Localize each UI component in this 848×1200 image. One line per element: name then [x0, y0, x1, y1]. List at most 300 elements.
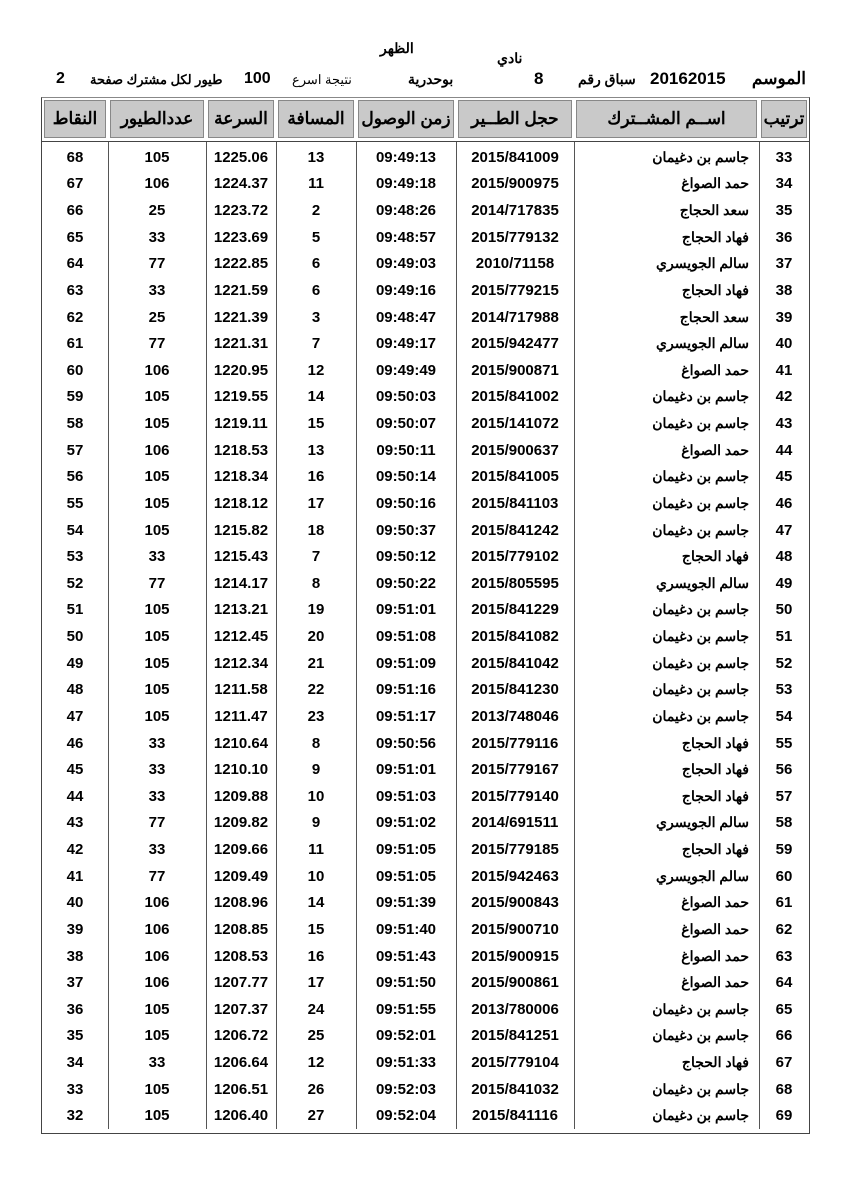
cell-speed: 1206.72: [213, 1027, 269, 1045]
cell-bird-count: 33: [148, 281, 166, 299]
cell-points: 60: [66, 361, 84, 379]
cell-participant-name: حمد الصواغ: [681, 920, 749, 937]
cell-bird-count: 106: [144, 175, 170, 193]
cell-rank: 60: [775, 867, 793, 885]
cell-ring-number: 2015/841082: [471, 628, 559, 646]
cell-bird-count: 77: [148, 255, 166, 273]
table-row: [42, 1049, 809, 1076]
cell-points: 50: [66, 628, 84, 646]
cell-ring-number: 2015/900861: [471, 974, 559, 992]
cell-participant-name: فهاد الحجاج: [681, 228, 749, 245]
cell-ring-number: 2015/841005: [471, 468, 559, 486]
cell-arrival-time: 09:49:16: [375, 281, 437, 299]
cell-distance: 2: [311, 202, 321, 220]
cell-participant-name: فهاد الحجاج: [681, 548, 749, 565]
cell-arrival-time: 09:51:16: [375, 681, 437, 699]
cell-rank: 62: [775, 920, 793, 938]
cell-distance: 7: [311, 548, 321, 566]
cell-distance: 19: [307, 601, 325, 619]
table-row: [42, 703, 809, 730]
cell-arrival-time: 09:51:01: [375, 761, 437, 779]
cell-points: 38: [66, 947, 84, 965]
cell-participant-name: سالم الجويسري: [656, 255, 749, 272]
table-row: [42, 517, 809, 544]
column-divider: [206, 142, 207, 1129]
cell-ring-number: 2015/841009: [471, 148, 559, 166]
season-value: 20162015: [650, 69, 726, 88]
cell-points: 63: [66, 281, 84, 299]
table-row: [42, 304, 809, 331]
cell-speed: 1218.53: [213, 441, 269, 459]
cell-bird-count: 105: [144, 628, 170, 646]
cell-bird-count: 33: [148, 228, 166, 246]
column-divider: [356, 142, 357, 1129]
cell-rank: 34: [775, 175, 793, 193]
table-row: [42, 1103, 809, 1130]
cell-speed: 1208.85: [213, 920, 269, 938]
cell-speed: 1215.43: [213, 548, 269, 566]
cell-arrival-time: 09:50:12: [375, 548, 437, 566]
cell-ring-number: 2013/780006: [471, 1000, 559, 1018]
cell-speed: 1221.39: [213, 308, 269, 326]
cell-ring-number: 2015/942477: [471, 335, 559, 353]
column-header-bird-count: عددالطيور: [110, 100, 204, 138]
cell-rank: 53: [775, 681, 793, 699]
cell-arrival-time: 09:51:43: [375, 947, 437, 965]
cell-distance: 22: [307, 681, 325, 699]
cell-bird-count: 106: [144, 894, 170, 912]
cell-speed: 1224.37: [213, 175, 269, 193]
cell-distance: 14: [307, 894, 325, 912]
cell-participant-name: حمد الصواغ: [681, 974, 749, 991]
table-row: [42, 890, 809, 917]
cell-ring-number: 2015/900843: [471, 894, 559, 912]
cell-bird-count: 106: [144, 920, 170, 938]
cell-participant-name: فهاد الحجاج: [681, 281, 749, 298]
cell-ring-number: 2014/717835: [471, 202, 559, 220]
cell-participant-name: جاسم بن دغيمان: [652, 521, 749, 538]
column-divider: [574, 142, 575, 1129]
cell-arrival-time: 09:51:39: [375, 894, 437, 912]
cell-distance: 16: [307, 947, 325, 965]
table-row: [42, 756, 809, 783]
cell-arrival-time: 09:51:05: [375, 841, 437, 859]
table-row: [42, 1076, 809, 1103]
cell-arrival-time: 09:49:49: [375, 361, 437, 379]
cell-bird-count: 106: [144, 947, 170, 965]
cell-points: 67: [66, 175, 84, 193]
cell-points: 54: [66, 521, 84, 539]
cell-ring-number: 2015/779104: [471, 1054, 559, 1072]
cell-speed: 1218.34: [213, 468, 269, 486]
cell-ring-number: 2015/805595: [471, 574, 559, 592]
cell-arrival-time: 09:48:47: [375, 308, 437, 326]
cell-ring-number: 2015/841251: [471, 1027, 559, 1045]
table-row: [42, 437, 809, 464]
cell-participant-name: جاسم بن دغيمان: [652, 468, 749, 485]
cell-speed: 1206.51: [213, 1080, 269, 1098]
cell-bird-count: 33: [148, 787, 166, 805]
cell-participant-name: فهاد الحجاج: [681, 787, 749, 804]
cell-distance: 14: [307, 388, 325, 406]
cell-points: 62: [66, 308, 84, 326]
cell-rank: 52: [775, 654, 793, 672]
table-row: [42, 357, 809, 384]
cell-ring-number: 2014/717988: [471, 308, 559, 326]
cell-participant-name: حمد الصواغ: [681, 947, 749, 964]
cell-rank: 69: [775, 1107, 793, 1125]
cell-bird-count: 106: [144, 974, 170, 992]
cell-participant-name: جاسم بن دغيمان: [652, 628, 749, 645]
cell-distance: 6: [311, 281, 321, 299]
cell-distance: 13: [307, 148, 325, 166]
cell-points: 51: [66, 601, 84, 619]
table-row: [42, 783, 809, 810]
club-label: نادي: [497, 50, 523, 66]
column-header-ring-number: حجل الطــير: [458, 100, 572, 138]
cell-arrival-time: 09:50:11: [376, 441, 436, 459]
cell-rank: 47: [775, 521, 793, 539]
table-row: [42, 916, 809, 943]
cell-speed: 1213.21: [213, 601, 269, 619]
cell-ring-number: 2015/900637: [471, 441, 559, 459]
cell-bird-count: 105: [144, 681, 170, 699]
cell-bird-count: 77: [148, 814, 166, 832]
cell-bird-count: 33: [148, 548, 166, 566]
cell-rank: 50: [775, 601, 793, 619]
table-row: [42, 836, 809, 863]
column-divider: [456, 142, 457, 1129]
cell-points: 64: [66, 255, 84, 273]
cell-speed: 1225.06: [213, 148, 269, 166]
cell-bird-count: 106: [144, 361, 170, 379]
cell-arrival-time: 09:48:26: [375, 202, 437, 220]
cell-rank: 49: [775, 574, 793, 592]
cell-rank: 36: [775, 228, 793, 246]
cell-ring-number: 2015/779116: [471, 734, 559, 752]
cell-bird-count: 105: [144, 1000, 170, 1018]
cell-participant-name: فهاد الحجاج: [681, 761, 749, 778]
cell-arrival-time: 09:50:56: [375, 734, 437, 752]
cell-arrival-time: 09:51:17: [375, 707, 437, 725]
cell-speed: 1209.49: [213, 867, 269, 885]
column-header-distance: المسافة: [278, 100, 354, 138]
cell-speed: 1210.10: [213, 761, 269, 779]
cell-ring-number: 2015/779102: [471, 548, 559, 566]
cell-rank: 38: [775, 281, 793, 299]
cell-arrival-time: 09:51:05: [375, 867, 437, 885]
cell-rank: 35: [775, 202, 793, 220]
cell-distance: 18: [307, 521, 325, 539]
cell-points: 36: [66, 1000, 84, 1018]
cell-rank: 37: [775, 255, 793, 273]
cell-distance: 11: [308, 841, 324, 859]
column-divider: [108, 142, 109, 1129]
cell-ring-number: 2015/841103: [471, 494, 559, 512]
cell-participant-name: سالم الجويسري: [656, 867, 749, 884]
cell-bird-count: 105: [144, 521, 170, 539]
cell-speed: 1208.53: [213, 947, 269, 965]
cell-participant-name: جاسم بن دغيمان: [652, 707, 749, 724]
cell-arrival-time: 09:49:17: [375, 335, 437, 353]
cell-rank: 58: [775, 814, 793, 832]
table-row: [42, 996, 809, 1023]
cell-distance: 3: [311, 308, 321, 326]
cell-participant-name: سالم الجويسري: [656, 574, 749, 591]
cell-ring-number: 2015/841042: [471, 654, 559, 672]
cell-ring-number: 2015/841229: [471, 601, 559, 619]
cell-distance: 20: [307, 628, 325, 646]
cell-speed: 1209.82: [213, 814, 269, 832]
cell-rank: 39: [775, 308, 793, 326]
cell-rank: 66: [775, 1027, 793, 1045]
table-row: [42, 543, 809, 570]
cell-participant-name: حمد الصواغ: [681, 361, 749, 378]
cell-bird-count: 105: [144, 654, 170, 672]
cell-speed: 1206.40: [213, 1107, 269, 1125]
cell-participant-name: حمد الصواغ: [681, 894, 749, 911]
cell-speed: 1211.47: [214, 707, 268, 725]
cell-bird-count: 105: [144, 1080, 170, 1098]
table-body: [42, 142, 809, 1129]
table-row: [42, 330, 809, 357]
cell-arrival-time: 09:51:55: [375, 1000, 437, 1018]
cell-distance: 25: [307, 1027, 325, 1045]
cell-ring-number: 2015/779132: [471, 228, 559, 246]
cell-points: 53: [66, 548, 84, 566]
cell-rank: 57: [775, 787, 793, 805]
table-row: [42, 597, 809, 624]
cell-points: 48: [66, 681, 84, 699]
table-row: [42, 677, 809, 704]
cell-rank: 64: [775, 974, 793, 992]
cell-points: 52: [66, 574, 84, 592]
cell-speed: 1219.11: [214, 415, 268, 433]
cell-arrival-time: 09:51:33: [375, 1054, 437, 1072]
cell-bird-count: 105: [144, 468, 170, 486]
cell-arrival-time: 09:50:37: [375, 521, 437, 539]
cell-bird-count: 33: [148, 761, 166, 779]
column-divider: [276, 142, 277, 1129]
cell-speed: 1212.34: [213, 654, 269, 672]
table-row: [42, 570, 809, 597]
cell-ring-number: 2013/748046: [471, 707, 559, 725]
cell-points: 58: [66, 415, 84, 433]
cell-bird-count: 33: [148, 841, 166, 859]
cell-arrival-time: 09:52:01: [375, 1027, 437, 1045]
column-header-speed: السرعة: [208, 100, 274, 138]
cell-speed: 1207.77: [213, 974, 269, 992]
cell-arrival-time: 09:50:16: [375, 494, 437, 512]
cell-points: 33: [66, 1080, 84, 1098]
cell-rank: 43: [775, 415, 793, 433]
cell-bird-count: 25: [148, 202, 166, 220]
cell-points: 32: [66, 1107, 84, 1125]
table-row: [42, 943, 809, 970]
cell-bird-count: 105: [144, 1107, 170, 1125]
cell-speed: 1221.31: [213, 335, 269, 353]
cell-rank: 48: [775, 548, 793, 566]
cell-bird-count: 33: [148, 1054, 166, 1072]
cell-arrival-time: 09:51:03: [375, 787, 437, 805]
column-divider: [759, 142, 760, 1129]
cell-participant-name: جاسم بن دغيمان: [652, 1080, 749, 1097]
cell-speed: 1208.96: [213, 894, 269, 912]
cell-points: 41: [66, 867, 84, 885]
cell-participant-name: حمد الصواغ: [681, 441, 749, 458]
cell-rank: 67: [775, 1054, 793, 1072]
table-row: [42, 650, 809, 677]
cell-arrival-time: 09:51:50: [375, 974, 437, 992]
cell-participant-name: فهاد الحجاج: [681, 734, 749, 751]
cell-speed: 1209.66: [213, 841, 269, 859]
table-row: [42, 1023, 809, 1050]
cell-participant-name: جاسم بن دغيمان: [652, 388, 749, 405]
cell-distance: 15: [307, 415, 325, 433]
cell-points: 49: [66, 654, 84, 672]
cell-bird-count: 105: [144, 601, 170, 619]
cell-points: 37: [66, 974, 84, 992]
cell-points: 35: [66, 1027, 84, 1045]
cell-ring-number: 2015/942463: [471, 867, 559, 885]
cell-ring-number: 2015/900975: [471, 175, 559, 193]
cell-distance: 12: [307, 361, 325, 379]
cell-distance: 9: [311, 814, 321, 832]
cell-distance: 27: [307, 1107, 325, 1125]
cell-distance: 16: [307, 468, 325, 486]
cell-bird-count: 105: [144, 494, 170, 512]
cell-speed: 1223.69: [213, 228, 269, 246]
cell-distance: 26: [307, 1080, 325, 1098]
cell-points: 68: [66, 148, 84, 166]
cell-arrival-time: 09:51:40: [375, 920, 437, 938]
cell-bird-count: 77: [148, 335, 166, 353]
column-header-participant-name: اســم المشــترك: [576, 100, 757, 138]
cell-speed: 1211.58: [214, 681, 268, 699]
cell-participant-name: حمد الصواغ: [681, 175, 749, 192]
cell-points: 56: [66, 468, 84, 486]
cell-distance: 6: [311, 255, 321, 273]
cell-rank: 55: [775, 734, 793, 752]
cell-participant-name: فهاد الحجاج: [681, 1054, 749, 1071]
birds-per-label: طيور لكل مشترك صفحة: [90, 72, 223, 87]
cell-participant-name: جاسم بن دغيمان: [652, 1027, 749, 1044]
cell-participant-name: جاسم بن دغيمان: [652, 654, 749, 671]
cell-rank: 41: [775, 361, 793, 379]
cell-rank: 46: [775, 494, 793, 512]
cell-speed: 1222.85: [213, 255, 269, 273]
cell-speed: 1221.59: [213, 281, 269, 299]
cell-ring-number: 2015/841032: [471, 1080, 559, 1098]
cell-speed: 1209.88: [213, 787, 269, 805]
cell-arrival-time: 09:48:57: [375, 228, 437, 246]
cell-distance: 13: [307, 441, 325, 459]
cell-distance: 17: [307, 494, 325, 512]
cell-speed: 1207.37: [213, 1000, 269, 1018]
cell-participant-name: جاسم بن دغيمان: [652, 148, 749, 165]
cell-points: 43: [66, 814, 84, 832]
cell-distance: 12: [307, 1054, 325, 1072]
table-row: [42, 464, 809, 491]
cell-participant-name: سعد الحجاج: [679, 308, 749, 325]
cell-arrival-time: 09:51:01: [375, 601, 437, 619]
cell-points: 65: [66, 228, 84, 246]
cell-rank: 68: [775, 1080, 793, 1098]
table-row: [42, 863, 809, 890]
cell-points: 45: [66, 761, 84, 779]
cell-arrival-time: 09:50:03: [375, 388, 437, 406]
cell-rank: 65: [775, 1000, 793, 1018]
table-row: [42, 144, 809, 171]
race-label: سباق رقم: [578, 71, 636, 87]
table-row: [42, 490, 809, 517]
cell-points: 59: [66, 388, 84, 406]
cell-arrival-time: 09:50:07: [375, 415, 437, 433]
cell-bird-count: 105: [144, 415, 170, 433]
cell-distance: 23: [307, 707, 325, 725]
cell-distance: 11: [308, 175, 324, 193]
cell-speed: 1215.82: [213, 521, 269, 539]
cell-ring-number: 2010/71158: [475, 255, 555, 273]
cell-participant-name: جاسم بن دغيمان: [652, 1000, 749, 1017]
results-table: [41, 97, 810, 1134]
cell-rank: 54: [775, 707, 793, 725]
location: بوحدرية: [408, 71, 454, 87]
cell-participant-name: جاسم بن دغيمان: [652, 415, 749, 432]
cell-points: 39: [66, 920, 84, 938]
cell-participant-name: سالم الجويسري: [656, 814, 749, 831]
cell-rank: 51: [775, 628, 793, 646]
birds-per-value: 100: [244, 70, 271, 87]
cell-points: 47: [66, 707, 84, 725]
cell-participant-name: جاسم بن دغيمان: [652, 494, 749, 511]
cell-speed: 1206.64: [213, 1054, 269, 1072]
cell-points: 34: [66, 1054, 84, 1072]
cell-distance: 9: [311, 761, 321, 779]
cell-ring-number: 2015/900915: [471, 947, 559, 965]
cell-distance: 10: [307, 867, 325, 885]
cell-rank: 40: [775, 335, 793, 353]
table-row: [42, 251, 809, 278]
cell-arrival-time: 09:52:03: [375, 1080, 437, 1098]
cell-ring-number: 2015/779140: [471, 787, 559, 805]
cell-ring-number: 2015/779215: [471, 281, 559, 299]
cell-ring-number: 2015/779167: [471, 761, 559, 779]
cell-ring-number: 2015/779185: [471, 841, 559, 859]
table-header: [42, 98, 809, 142]
column-header-arrival-time: زمن الوصول: [358, 100, 454, 138]
table-row: [42, 410, 809, 437]
cell-distance: 8: [311, 574, 321, 592]
page-number: 2: [56, 70, 65, 87]
cell-points: 46: [66, 734, 84, 752]
cell-arrival-time: 09:52:04: [375, 1107, 437, 1125]
cell-speed: 1212.45: [213, 628, 269, 646]
cell-bird-count: 105: [144, 1027, 170, 1045]
cell-ring-number: 2015/141072: [471, 415, 559, 433]
cell-points: 61: [66, 335, 84, 353]
cell-arrival-time: 09:49:13: [375, 148, 437, 166]
cell-ring-number: 2015/841116: [472, 1107, 558, 1125]
cell-points: 66: [66, 202, 84, 220]
cell-bird-count: 106: [144, 441, 170, 459]
cell-arrival-time: 09:51:09: [375, 654, 437, 672]
cell-rank: 63: [775, 947, 793, 965]
column-header-points: النقاط: [44, 100, 106, 138]
cell-participant-name: فهاد الحجاج: [681, 841, 749, 858]
cell-distance: 10: [307, 787, 325, 805]
cell-participant-name: جاسم بن دغيمان: [652, 601, 749, 618]
